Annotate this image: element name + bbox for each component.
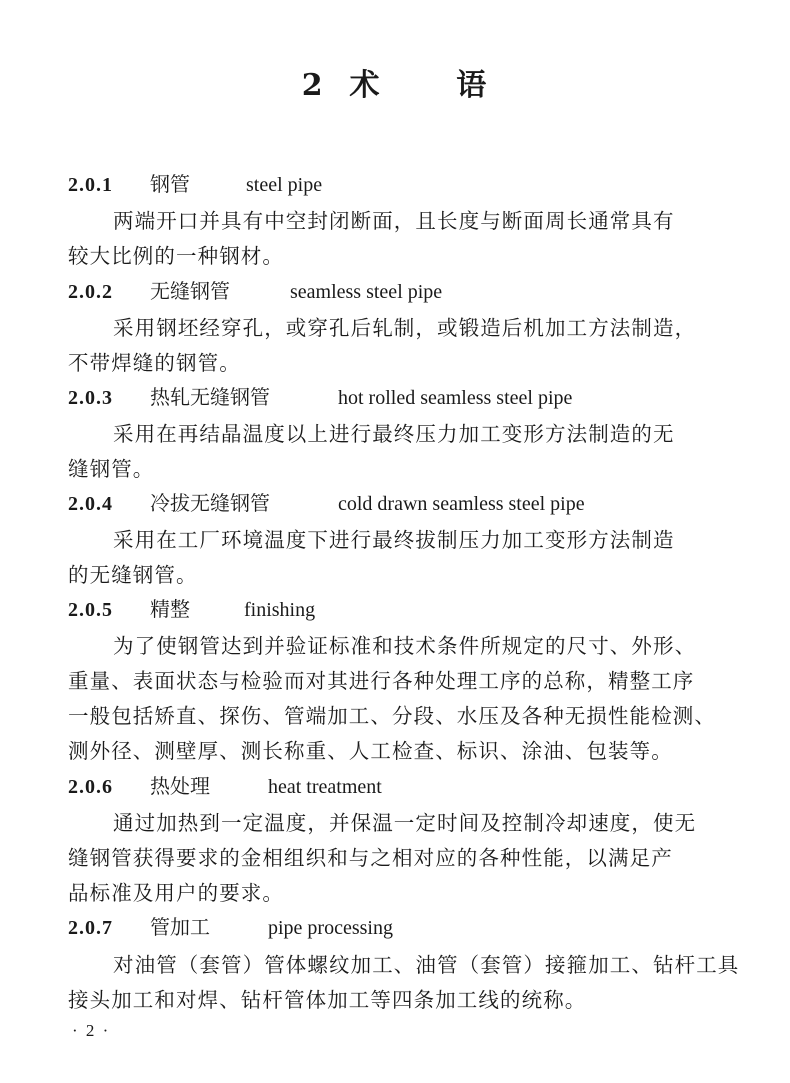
term-english: pipe processing (268, 917, 393, 939)
term-number: 2.0.7 (68, 917, 113, 939)
term-english: heat treatment (268, 776, 382, 798)
term-heading (68, 772, 382, 800)
term-heading (68, 489, 585, 517)
term-chinese: 热轧无缝钢管 (150, 385, 270, 409)
term-chinese: 无缝钢管 (150, 279, 230, 303)
definition-line: 重量、表面状态与检验而对其进行各种处理工序的总称，精整工序 (68, 669, 695, 693)
term-chinese: 钢管 (150, 172, 190, 196)
term-english: steel pipe (246, 174, 323, 196)
definition-line: 不带焊缝的钢管。 (68, 351, 241, 375)
term-number: 2.0.4 (68, 493, 113, 515)
term-chinese: 精整 (150, 597, 190, 621)
term-heading (68, 383, 572, 411)
term-heading (68, 913, 393, 941)
definition-line: 一般包括矫直、探伤、管端加工、分段、水压及各种无损性能检测、 (68, 704, 716, 728)
term-heading (68, 170, 322, 198)
term-number: 2.0.5 (68, 599, 113, 621)
term-chinese: 冷拔无缝钢管 (150, 491, 270, 515)
definition-line: 为了使钢管达到并验证标准和技术条件所规定的尺寸、外形、 (113, 634, 697, 658)
definition-line: 两端开口并具有中空封闭断面，且长度与断面周长通常具有 (113, 209, 675, 233)
definition-line: 较大比例的一种钢材。 (68, 244, 284, 268)
definition-line: 通过加热到一定温度，并保温一定时间及控制冷却速度，使无 (113, 811, 697, 835)
definition-line: 采用在工厂环境温度下进行最终拔制压力加工变形方法制造 (113, 528, 675, 552)
definition-line: 对油管（套管）管体螺纹加工、油管（套管）接箍加工、钻杆工具 (113, 953, 740, 977)
term-chinese: 热处理 (150, 774, 210, 798)
term-english: cold drawn seamless steel pipe (338, 493, 585, 515)
term-chinese: 管加工 (150, 915, 210, 939)
definition-line: 测外径、测壁厚、测长称重、人工检查、标识、涂油、包装等。 (68, 739, 673, 763)
term-heading (68, 277, 442, 305)
definition-line: 品标准及用户的要求。 (68, 881, 284, 905)
definition-line: 缝钢管获得要求的金相组织和与之相对应的各种性能，以满足产 (68, 846, 673, 870)
term-number: 2.0.1 (68, 174, 113, 196)
term-number: 2.0.6 (68, 776, 113, 798)
definition-line: 的无缝钢管。 (68, 563, 198, 587)
term-english: seamless steel pipe (290, 281, 443, 303)
term-english: hot rolled seamless steel pipe (338, 387, 573, 409)
term-english: finishing (244, 599, 316, 621)
term-number: 2.0.3 (68, 387, 113, 409)
definition-line: 缝钢管。 (68, 457, 155, 481)
page-number: · 2 · (72, 1021, 111, 1040)
definition-line: 采用在再结晶温度以上进行最终压力加工变形方法制造的无 (113, 422, 675, 446)
chapter-title: 2 术 语 (301, 68, 489, 103)
definition-line: 采用钢坯经穿孔，或穿孔后轧制，或锻造后机加工方法制造， (113, 316, 697, 340)
term-number: 2.0.2 (68, 281, 113, 303)
definition-line: 接头加工和对焊、钻杆管体加工等四条加工线的统称。 (68, 988, 587, 1012)
term-heading (68, 595, 315, 623)
